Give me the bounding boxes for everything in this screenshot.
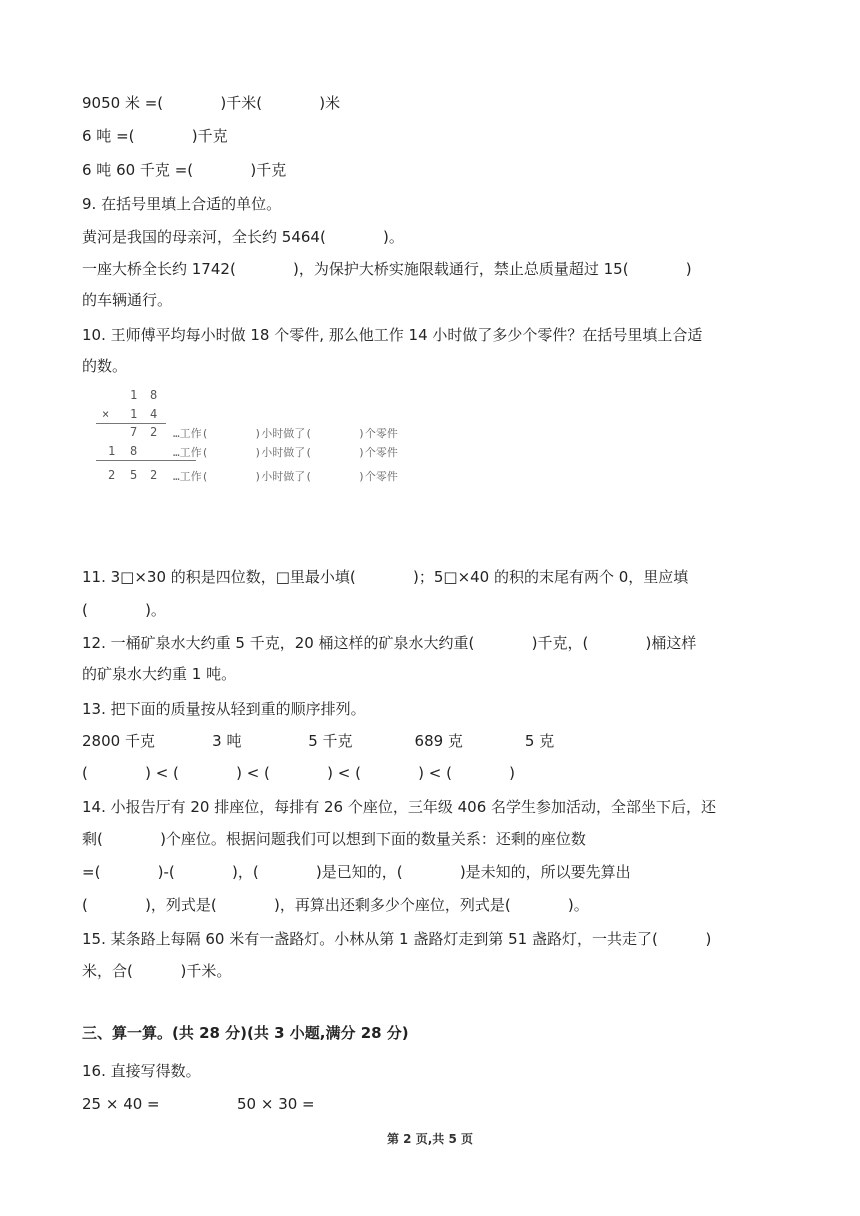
question-15: 15. 某条路上每隔 60 米有一盏路灯。小林从第 1 盏路灯走到第 51 盏路灯，一共走了( ) bbox=[82, 930, 712, 948]
line-6t: 6 吨 =( )千克 bbox=[82, 127, 228, 145]
calc-50x30: 50 × 30 = bbox=[237, 1095, 315, 1113]
question-14: 14. 小报告厅有 20 排座位，每排有 26 个座位，三年级 406 名学生参加活动，全部坐下后，还 bbox=[82, 798, 717, 816]
question-9b: 一座大桥全长约 1742( )，为保护大桥实施限载通行，禁止总质量超过 15( ) bbox=[82, 260, 692, 278]
question-13-blanks: ( ) < ( ) < ( ) < ( ) < ( ) bbox=[82, 764, 516, 782]
question-11-cont: ( )。 bbox=[82, 601, 166, 619]
mult-digit: 2 bbox=[150, 468, 158, 482]
mult-digit: 2 bbox=[150, 425, 158, 439]
section-3-heading: 三、算一算。(共 28 分)(共 3 小题,满分 28 分) bbox=[82, 1024, 409, 1042]
question-14-cont2: =( )-( )，( )是已知的，( )是未知的，所以要先算出 bbox=[82, 863, 631, 881]
mult-note: …工作( )小时做了( )个零件 bbox=[173, 427, 398, 440]
mult-digit: 2 bbox=[108, 468, 116, 482]
mult-digit: 1 bbox=[108, 444, 116, 458]
question-14-cont: 剩( )个座位。根据问题我们可以想到下面的数量关系：还剩的座位数 bbox=[82, 830, 586, 848]
mult-digit: 5 bbox=[130, 468, 138, 482]
mult-digit: 4 bbox=[150, 407, 158, 421]
mult-rule bbox=[96, 423, 166, 424]
mult-rule bbox=[96, 460, 196, 461]
mult-digit: 1 bbox=[130, 388, 138, 402]
question-13-items: 2800 千克 3 吨 5 千克 689 克 5 克 bbox=[82, 732, 555, 750]
question-9b-cont: 的车辆通行。 bbox=[82, 291, 173, 309]
question-12: 12. 一桶矿泉水大约重 5 千克，20 桶这样的矿泉水大约重( )千克，( )桶这样 bbox=[82, 634, 697, 652]
mult-digit: 8 bbox=[150, 388, 158, 402]
question-10: 10. 王师傅平均每小时做 18 个零件, 那么他工作 14 小时做了多少个零件？在括号里填上合适 bbox=[82, 326, 703, 344]
question-11: 11. 3□×30 的积是四位数，□里最小填( )；5□×40 的积的末尾有两个 0，里应填 bbox=[82, 568, 689, 586]
question-14-cont3: ( )，列式是( )，再算出还剩多少个座位，列式是( )。 bbox=[82, 896, 589, 914]
question-13: 13. 把下面的质量按从轻到重的顺序排列。 bbox=[82, 700, 366, 718]
mult-digit: 8 bbox=[130, 444, 138, 458]
question-12-cont: 的矿泉水大约重 1 吨。 bbox=[82, 665, 237, 683]
line-9050m: 9050 米 =( )千米( )米 bbox=[82, 94, 341, 112]
calc-25x40: 25 × 40 = bbox=[82, 1095, 160, 1113]
question-9: 9. 在括号里填上合适的单位。 bbox=[82, 195, 282, 213]
mult-digit: 1 bbox=[130, 407, 138, 421]
question-9a: 黄河是我国的母亲河，全长约 5464( )。 bbox=[82, 228, 404, 246]
page-footer: 第 2 页,共 5 页 bbox=[387, 1132, 473, 1146]
question-15-cont: 米，合( )千米。 bbox=[82, 962, 232, 980]
mult-note: …工作( )小时做了( )个零件 bbox=[173, 470, 398, 483]
mult-note: …工作( )小时做了( )个零件 bbox=[173, 446, 398, 459]
question-10-cont: 的数。 bbox=[82, 357, 128, 375]
mult-digit: × bbox=[102, 407, 110, 421]
question-16: 16. 直接写得数。 bbox=[82, 1062, 201, 1080]
line-6t60kg: 6 吨 60 千克 =( )千克 bbox=[82, 161, 287, 179]
multiplication-figure bbox=[90, 384, 410, 494]
mult-digit: 7 bbox=[130, 425, 138, 439]
